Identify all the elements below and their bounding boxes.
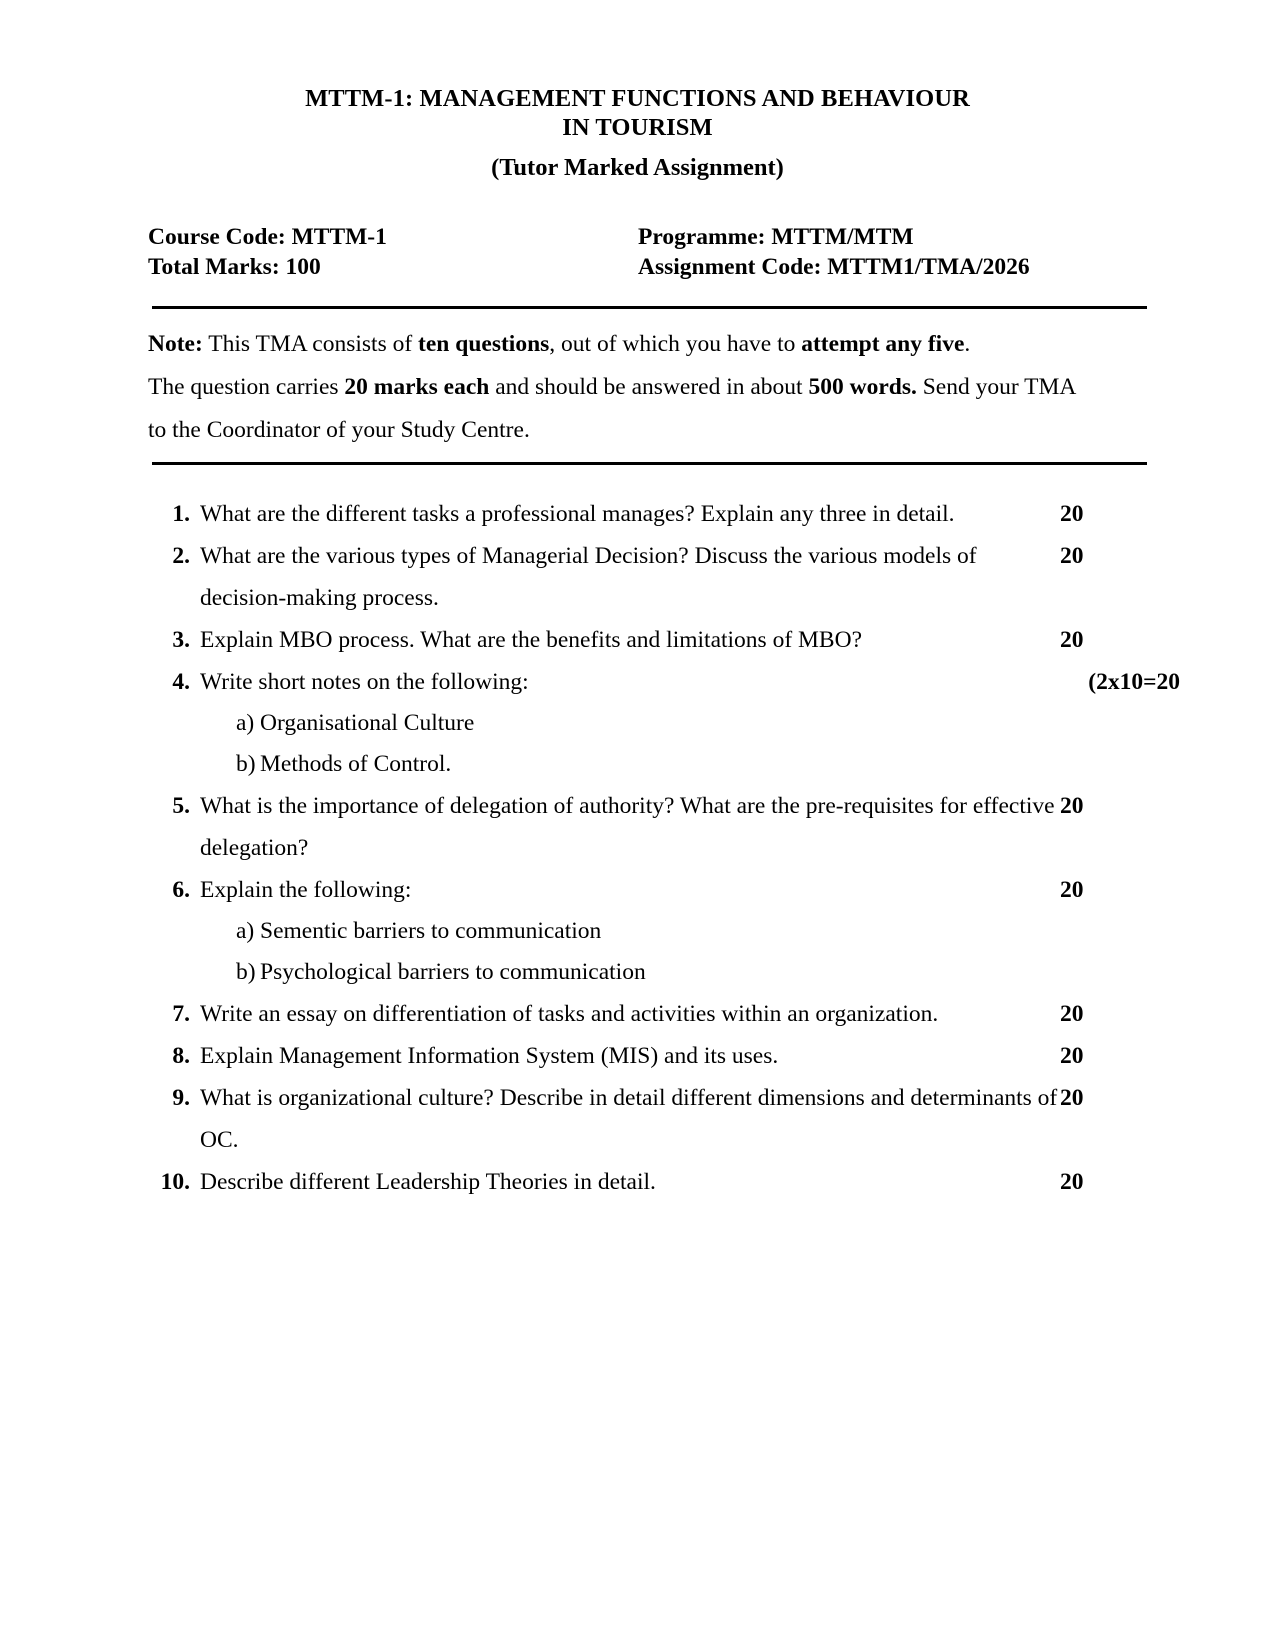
question-number: 8. [172, 1043, 190, 1069]
note-bold-500-words: 500 words. [808, 374, 917, 400]
question-marks: 20 [1060, 1169, 1084, 1195]
subitem-marker: b) [236, 959, 256, 985]
question-text: What is organizational culture? Describe in detail different dimensions and determinants of OC. [200, 1085, 1058, 1153]
question-row [148, 1035, 1275, 1077]
note-text-2: , out of which you have to [549, 331, 802, 357]
note-text-3: . [964, 331, 971, 357]
question-row [148, 535, 1275, 619]
list-item [200, 911, 1060, 952]
question-row [148, 1161, 1275, 1203]
note-text-4: The question carries [148, 374, 345, 400]
question-text: What is the importance of delegation of authority? What are the pre-requisites for effective delegation? [200, 793, 1055, 861]
question-row [148, 661, 1275, 785]
question-body [200, 869, 1060, 993]
divider-top [152, 306, 1147, 309]
document-title-block [0, 0, 1275, 182]
question-row [148, 493, 1275, 535]
question-body [200, 1077, 1060, 1161]
question-text: Write an essay on differentiation of tasks and activities within an organization. [200, 1001, 939, 1027]
page-title-line-1: MTTM-1: MANAGEMENT FUNCTIONS AND BEHAVIOUR [305, 85, 970, 112]
question-marks: 20 [1060, 1043, 1084, 1069]
note-text-5: and should be answered in about [489, 374, 809, 400]
meta-row-2 [148, 252, 1150, 282]
assignment-code-label: Assignment Code: MTTM1/TMA/2026 [638, 254, 1030, 280]
subitem-text: Organisational Culture [260, 710, 475, 736]
question-text: Explain MBO process. What are the benefits and limitations of MBO? [200, 627, 862, 653]
question-marks: 20 [1060, 793, 1084, 819]
subitem-text: Sementic barriers to communication [260, 918, 602, 944]
question-subitem-list [200, 703, 1060, 785]
subitem-text: Methods of Control. [260, 751, 452, 777]
note-text-6: Send your TMA [916, 374, 1077, 400]
question-text: Describe different Leadership Theories in detail. [200, 1169, 656, 1195]
question-row [148, 785, 1275, 869]
note-bold-20-marks-each: 20 marks each [344, 374, 490, 400]
question-number: 3. [172, 627, 190, 653]
subitem-marker: a) [236, 710, 255, 736]
programme-label: Programme: MTTM/MTM [638, 224, 914, 250]
list-item [200, 703, 1060, 744]
question-marks: 20 [1060, 1001, 1084, 1027]
question-number: 9. [172, 1085, 190, 1111]
question-text: Explain the following: [200, 877, 412, 903]
question-number: 1. [172, 501, 190, 527]
question-body [200, 661, 1060, 785]
question-number: 10. [160, 1169, 190, 1195]
question-marks: 20 [1060, 501, 1084, 527]
question-row [148, 619, 1275, 661]
question-text: What are the various types of Managerial Decision? Discuss the various models of decision-making process. [200, 543, 977, 611]
question-row [148, 1077, 1275, 1161]
question-text: Explain Management Information System (MIS) and its uses. [200, 1043, 779, 1069]
question-body [200, 535, 1060, 619]
divider-bottom [152, 462, 1147, 465]
subitem-marker: a) [236, 918, 255, 944]
note-line-3: to the Coordinator of your Study Centre. [148, 417, 530, 443]
question-row [148, 993, 1275, 1035]
question-text: What are the different tasks a professional manages? Explain any three in detail. [200, 501, 955, 527]
note-label: Note: [148, 331, 203, 357]
course-meta-block [0, 222, 1275, 282]
question-body [200, 1035, 1060, 1077]
question-marks: 20 [1060, 877, 1084, 903]
question-body [200, 1161, 1060, 1203]
note-line-2 [148, 366, 1147, 409]
page-title-line-3: (Tutor Marked Assignment) [491, 154, 784, 181]
list-item [200, 744, 1060, 785]
question-number: 6. [172, 877, 190, 903]
question-number: 2. [172, 543, 190, 569]
page-title-line-2: IN TOURISM [562, 114, 713, 141]
question-body [200, 785, 1060, 869]
question-body [200, 993, 1060, 1035]
question-number: 4. [172, 669, 190, 695]
questions-list [0, 493, 1275, 1203]
question-marks: 20 [1060, 1085, 1084, 1111]
question-body [200, 619, 1060, 661]
question-marks: 20 [1060, 627, 1084, 653]
meta-row-1 [148, 222, 1150, 252]
question-marks: (2x10=20 [1088, 669, 1180, 695]
note-bold-ten-questions: ten questions [418, 331, 550, 357]
question-number: 5. [172, 793, 190, 819]
subitem-text: Psychological barriers to communication [260, 959, 646, 985]
note-line-1 [148, 323, 1147, 366]
question-text: Write short notes on the following: [200, 669, 529, 695]
subitem-marker: b) [236, 751, 256, 777]
note-block [0, 323, 1275, 452]
question-marks: 20 [1060, 543, 1084, 569]
question-number: 7. [172, 1001, 190, 1027]
question-body [200, 493, 1060, 535]
course-code-label: Course Code: MTTM-1 [148, 224, 387, 250]
question-row [148, 869, 1275, 993]
total-marks-label: Total Marks: 100 [148, 254, 321, 280]
note-text-1: This TMA consists of [202, 331, 419, 357]
note-bold-attempt-any-five: attempt any five [801, 331, 965, 357]
question-subitem-list [200, 911, 1060, 993]
list-item [200, 952, 1060, 993]
